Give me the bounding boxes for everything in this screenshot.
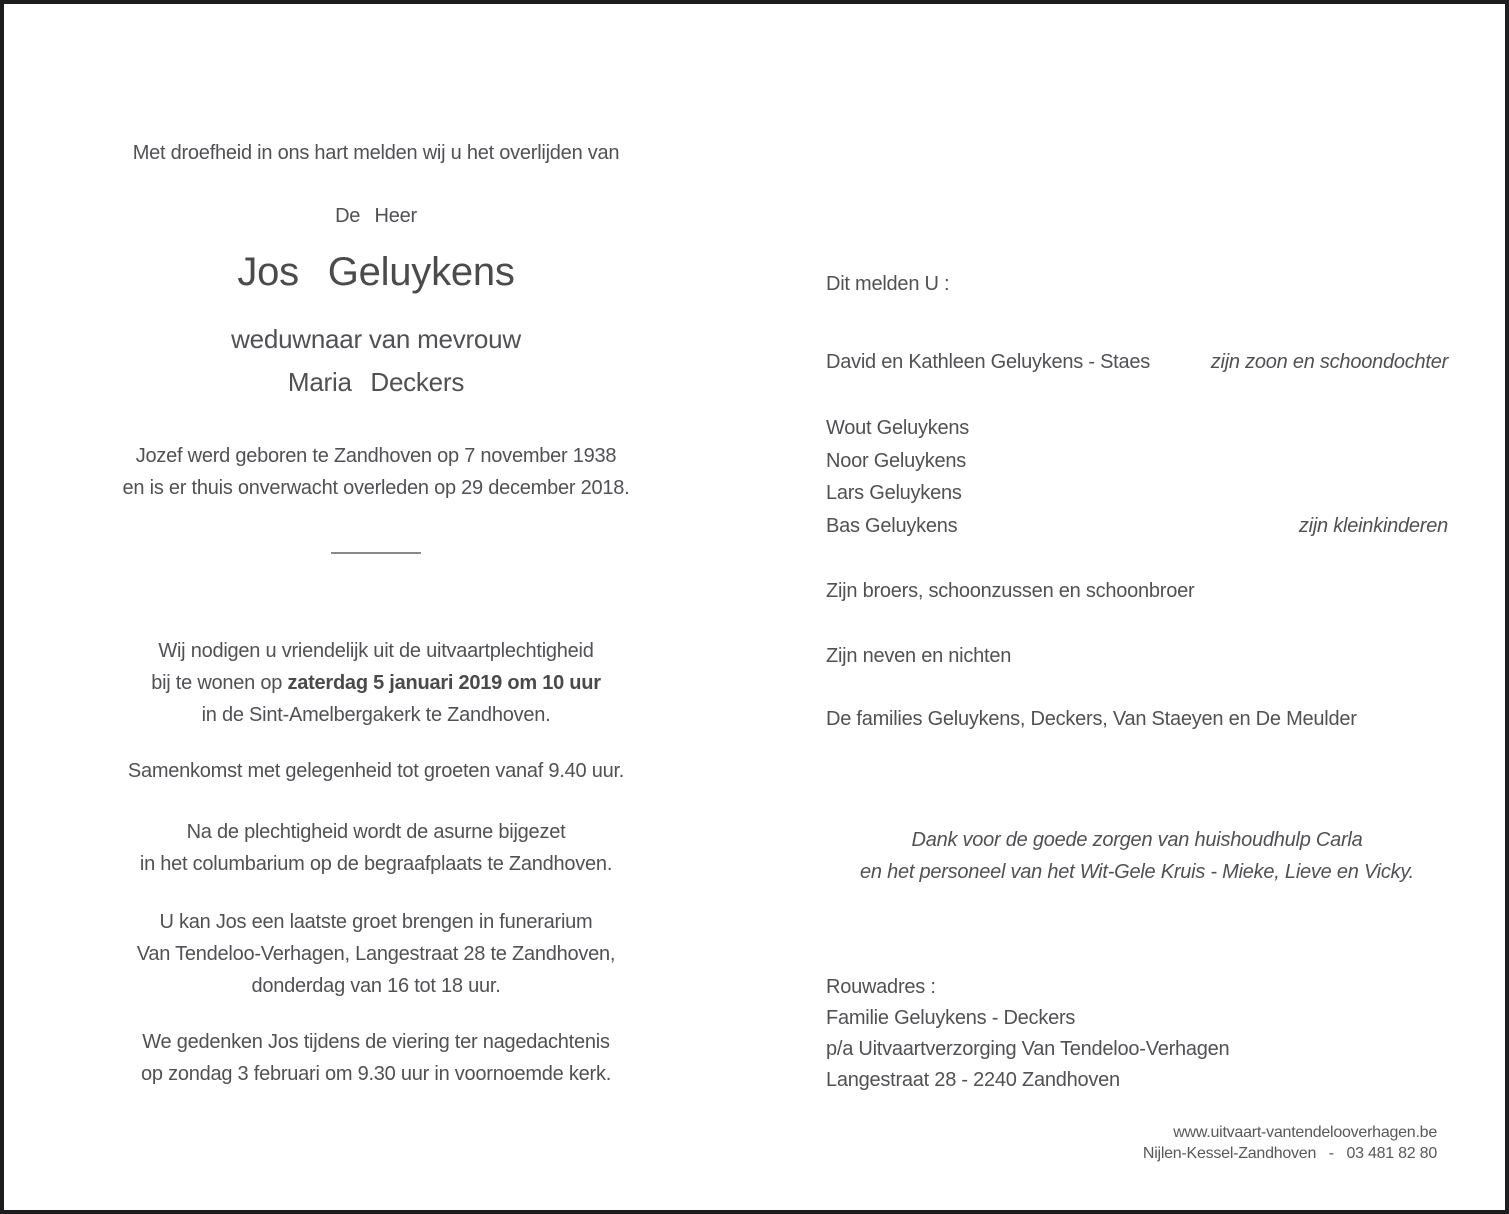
- memorial-line-1: We gedenken Jos tijdens de viering ter nagedachtenis: [142, 1031, 610, 1053]
- memorial-block: [76, 1026, 676, 1090]
- funeral-invitation-block: [76, 635, 676, 731]
- invite-line-2-prefix: bij te wonen op: [151, 672, 288, 694]
- mourning-address-label: Rouwadres :: [826, 976, 936, 998]
- spouse-name: Maria Deckers: [287, 367, 465, 397]
- invite-line-3: in de Sint-Amelbergakerk te Zandhoven.: [201, 704, 551, 726]
- birth-death-block: [76, 440, 676, 504]
- memorial-line-2: op zondag 3 februari om 9.30 uur in voornoemde kerk.: [140, 1063, 612, 1085]
- grandchild-name: Lars Geluykens: [826, 482, 962, 504]
- visit-line-2: Van Tendeloo-Verhagen, Langestraat 28 te Zandhoven,: [136, 943, 616, 965]
- birth-line: Jozef werd geboren te Zandhoven op 7 november 1938: [135, 445, 617, 467]
- siblings-line: Zijn broers, schoonzussen en schoonbroer: [826, 580, 1195, 602]
- son-row: [826, 347, 1448, 378]
- thanks-line-2: en het personeel van het Wit-Gele Kruis - Mieke, Lieve en Vicky.: [860, 861, 1414, 883]
- mourning-address-block: [826, 972, 1448, 1096]
- visit-line-1: U kan Jos een laatste groet brengen in funerarium: [159, 911, 593, 933]
- announce-header: Dit melden U :: [826, 273, 950, 295]
- funerarium-visit-block: [76, 906, 676, 1002]
- families-line: De families Geluykens, Deckers, Van Staeyen en De Meulder: [826, 708, 1357, 730]
- honorific: De Heer: [335, 205, 417, 227]
- section-divider: [76, 552, 676, 554]
- grandchild-row: [826, 510, 1448, 543]
- son-relation: zijn zoon en schoondochter: [1210, 351, 1448, 373]
- thanks-line-1: Dank voor de goede zorgen van huishoudhulp Carla: [911, 829, 1363, 851]
- cousins-line: Zijn neven en nichten: [826, 645, 1012, 667]
- funeral-date-time: zaterdag 5 januari 2019 om 10 uur: [287, 672, 601, 694]
- widower-line: weduwnaar van mevrouw: [231, 324, 521, 354]
- invite-line-2: [76, 667, 676, 699]
- funeral-home-footer: [937, 1122, 1437, 1164]
- mourning-address-care-of: p/a Uitvaartverzorging Van Tendeloo-Verhagen: [826, 1038, 1230, 1060]
- mourning-address-family: Familie Geluykens - Deckers: [826, 1007, 1076, 1029]
- grandchildren-relation: zijn kleinkinderen: [1298, 514, 1448, 537]
- deceased-name: Jos Geluykens: [237, 250, 515, 294]
- intro-line: Met droefheid in ons hart melden wij u het overlijden van: [132, 142, 620, 164]
- grandchild-name: Bas Geluykens: [826, 514, 958, 537]
- grandchild-name: Noor Geluykens: [826, 449, 967, 472]
- visit-line-3: donderdag van 16 tot 18 uur.: [251, 975, 501, 997]
- thanks-block: [826, 824, 1448, 888]
- grandchild-name: Wout Geluykens: [826, 417, 970, 439]
- invite-line-1: Wij nodigen u vriendelijk uit de uitvaartplechtigheid: [158, 640, 594, 662]
- grandchildren-block: [826, 412, 1448, 542]
- gathering-line: Samenkomst met gelegenheid tot groeten vanaf 9.40 uur.: [127, 760, 625, 782]
- footer-website: www.uitvaart-vantendelooverhagen.be: [1173, 1124, 1437, 1141]
- urn-block: [76, 816, 676, 880]
- mourning-address-street: Langestraat 28 - 2240 Zandhoven: [826, 1069, 1120, 1091]
- footer-locations-phone: Nijlen-Kessel-Zandhoven - 03 481 82 80: [1142, 1145, 1437, 1162]
- death-line: en is er thuis onverwacht overleden op 29 december 2018.: [122, 477, 630, 499]
- urn-line-2: in het columbarium op de begraafplaats te Zandhoven.: [139, 853, 613, 875]
- divider-line: [331, 552, 421, 554]
- son-names: David en Kathleen Geluykens - Staes: [826, 351, 1151, 373]
- urn-line-1: Na de plechtigheid wordt de asurne bijgezet: [186, 821, 566, 843]
